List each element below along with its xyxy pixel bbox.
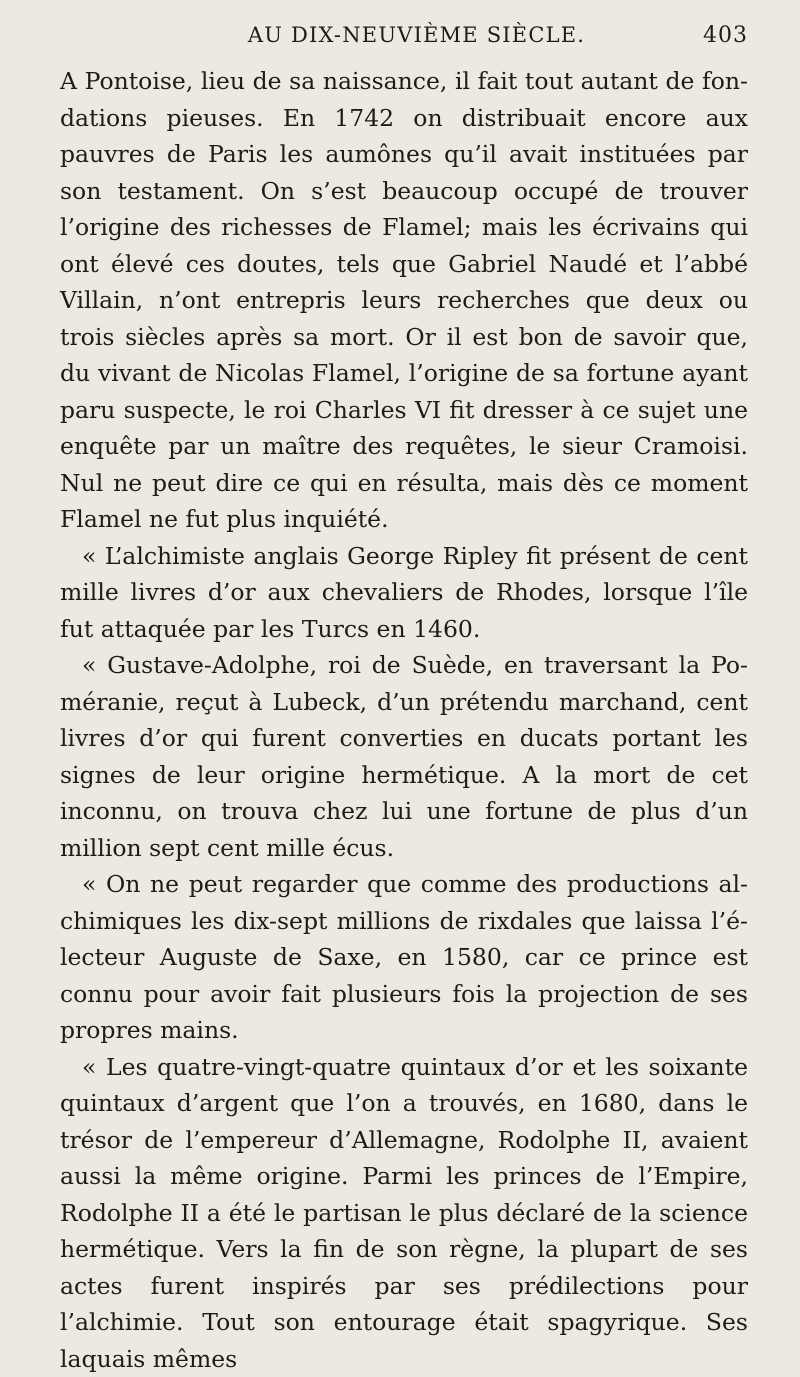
paragraph-flamel: A Pontoise, lieu de sa naissance, il fait tout autant de fondations pieuses. En 1742 on distribuait encore aux pauvres de Paris les aumônes qu’il avait instituées par son testament. On s’est beaucoup occupé de trouver l’origine des richesses de Flamel; mais les écrivains qui ont élevé ces doutes, tels que Gabriel Naudé et l’abbé Villain, n’ont entrepris leurs recherches que deux ou trois siècles après sa mort. Or il est bon de savoir que, du vivant de Nicolas Flamel, l’origine de sa fortune ayant paru suspecte, le roi Charles VI fit dresser à ce sujet une enquête par un maître des requêtes, le sieur Cramoisi. Nul ne peut dire ce qui en résulta, mais dès ce moment Flamel ne fut plus inquiété. (60, 63, 748, 538)
paragraph-gustave-adolphe: « Gustave-Adolphe, roi de Suède, en traversant la Poméranie, reçut à Lubeck, d’un prétendu marchand, cent livres d’or qui furent converties en ducats portant les signes de leur origine hermétique. A la mort de cet inconnu, on trouva chez lui une fortune de plus d’un million sept cent mille écus. (60, 647, 748, 866)
running-head (60, 16, 748, 55)
page-number: 403 (703, 17, 748, 55)
paragraph-ripley: « L’alchimiste anglais George Ripley fit présent de cent mille livres d’or aux chevaliers de Rhodes, lorsque l’île fut attaquée par les Turcs en 1460. (60, 538, 748, 648)
body-text (60, 63, 748, 1377)
paragraph-auguste-de-saxe: « On ne peut regarder que comme des productions alchimiques les dix-sept millions de rixdales que laissa l’électeur Auguste de Saxe, en 1580, car ce prince est connu pour avoir fait plusieurs fois la projection de ses propres mains. (60, 866, 748, 1049)
running-title: AU DIX-NEUVIÈME SIÈCLE. (60, 16, 703, 54)
paragraph-rodolphe: « Les quatre-vingt-quatre quintaux d’or et les soixante quintaux d’argent que l’on a trouvés, en 1680, dans le trésor de l’empereur d’Allemagne, Rodolphe II, avaient aussi la même origine. Parmi les princes de l’Empire, Rodolphe II a été le partisan le plus déclaré de la science hermétique. Vers la fin de son règne, la plupart de ses actes furent inspirés par ses prédilections pour l’alchimie. Tout son entourage était spagyrique. Ses laquais mêmes (60, 1049, 748, 1377)
